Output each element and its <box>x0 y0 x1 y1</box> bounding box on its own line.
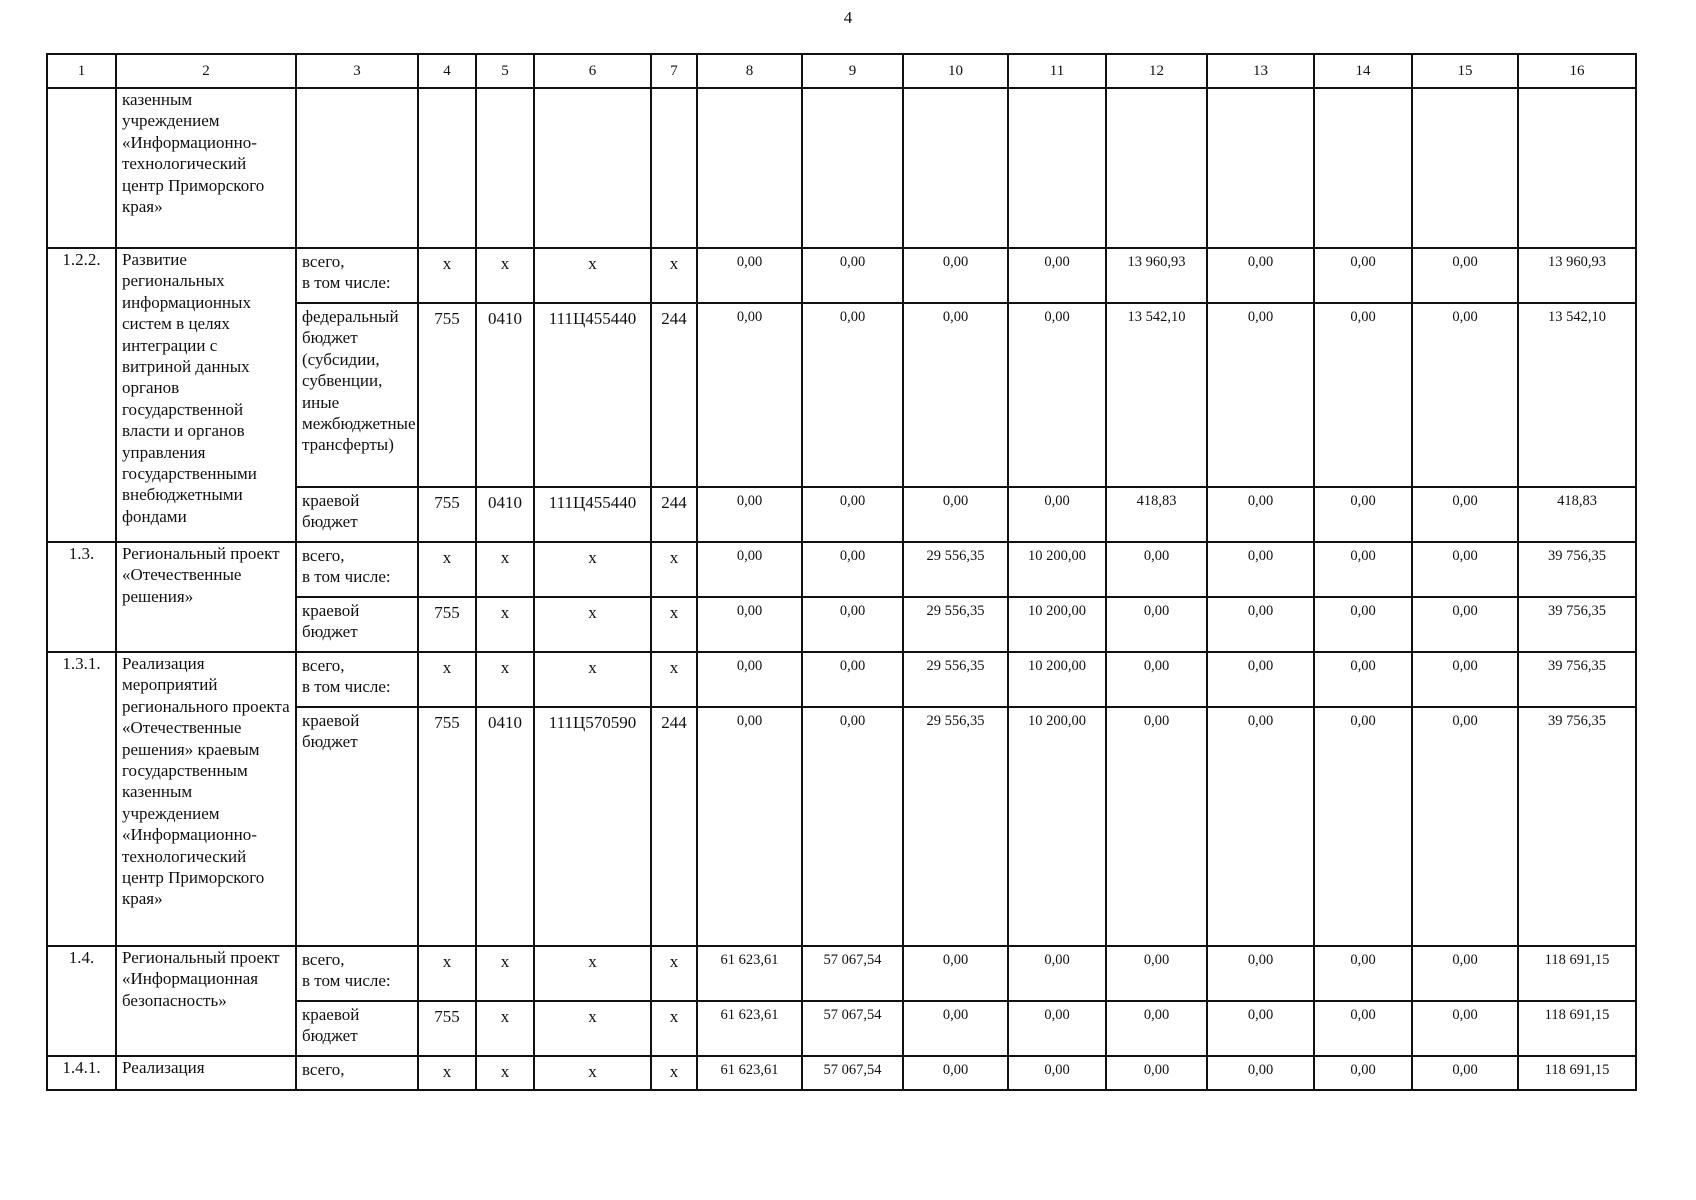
amount-cell: 0,00 <box>1207 487 1314 542</box>
column-header: 2 <box>116 54 296 88</box>
amount-cell: 0,00 <box>1314 946 1412 1001</box>
amount-cell: 61 623,61 <box>697 1056 802 1090</box>
amount-cell: 0,00 <box>1314 303 1412 487</box>
table-cell: х <box>418 652 476 707</box>
amount-cell: 0,00 <box>802 707 903 946</box>
table-cell: х <box>651 1056 697 1090</box>
table-cell: 755 <box>418 303 476 487</box>
amount-cell: 0,00 <box>903 303 1008 487</box>
amount-cell: 29 556,35 <box>903 707 1008 946</box>
amount-cell: 0,00 <box>1207 597 1314 652</box>
column-header: 12 <box>1106 54 1207 88</box>
amount-cell: 0,00 <box>802 487 903 542</box>
amount-cell: 0,00 <box>1008 1056 1106 1090</box>
amount-cell: 0,00 <box>802 652 903 707</box>
table-cell: 244 <box>651 487 697 542</box>
table-cell: х <box>534 652 651 707</box>
table-cell: х <box>476 1056 534 1090</box>
column-header: 3 <box>296 54 418 88</box>
amount-cell: 0,00 <box>1207 303 1314 487</box>
amount-cell: 13 542,10 <box>1518 303 1636 487</box>
column-header: 11 <box>1008 54 1106 88</box>
table-cell: 755 <box>418 487 476 542</box>
row-number-cell: 1.4.1. <box>47 1056 116 1090</box>
table-cell: х <box>418 1056 476 1090</box>
amount-cell: 0,00 <box>1314 652 1412 707</box>
item-name-cell: Развитие региональных информационных систем в целях интеграции с витриной данных органов государственной власти и органов управления государственными внебюджетными фондами <box>116 248 296 542</box>
table-row <box>47 88 1636 248</box>
funding-source-cell: краевой бюджет <box>296 1001 418 1056</box>
table-cell: х <box>651 542 697 597</box>
amount-cell: 0,00 <box>1207 1001 1314 1056</box>
table-cell <box>802 88 903 248</box>
table-cell: 111Ц570590 <box>534 707 651 946</box>
amount-cell: 0,00 <box>1106 652 1207 707</box>
amount-cell: 0,00 <box>1412 1056 1518 1090</box>
amount-cell: 0,00 <box>1008 303 1106 487</box>
amount-cell: 10 200,00 <box>1008 652 1106 707</box>
amount-cell: 10 200,00 <box>1008 542 1106 597</box>
amount-cell: 0,00 <box>1207 707 1314 946</box>
amount-cell: 61 623,61 <box>697 1001 802 1056</box>
amount-cell: 418,83 <box>1106 487 1207 542</box>
table-cell <box>296 88 418 248</box>
table-cell <box>1412 88 1518 248</box>
amount-cell: 13 542,10 <box>1106 303 1207 487</box>
amount-cell: 0,00 <box>697 487 802 542</box>
amount-cell: 0,00 <box>903 487 1008 542</box>
row-number-cell: 1.4. <box>47 946 116 1056</box>
funding-source-cell: федеральный бюджет (субсидии, субвенции, иные межбюджетные трансферты) <box>296 303 418 487</box>
amount-cell: 29 556,35 <box>903 542 1008 597</box>
amount-cell: 57 067,54 <box>802 1056 903 1090</box>
amount-cell: 39 756,35 <box>1518 707 1636 946</box>
amount-cell: 0,00 <box>1008 946 1106 1001</box>
table-cell <box>1518 88 1636 248</box>
column-header: 7 <box>651 54 697 88</box>
amount-cell: 29 556,35 <box>903 597 1008 652</box>
row-number-cell: 1.3.1. <box>47 652 116 946</box>
table-cell: х <box>476 946 534 1001</box>
budget-table <box>46 53 1637 1091</box>
amount-cell: 0,00 <box>697 303 802 487</box>
row-number-cell: 1.3. <box>47 542 116 652</box>
amount-cell: 0,00 <box>1106 542 1207 597</box>
row-number-cell: 1.2.2. <box>47 248 116 542</box>
amount-cell: 418,83 <box>1518 487 1636 542</box>
table-cell: х <box>418 946 476 1001</box>
amount-cell: 0,00 <box>802 597 903 652</box>
table-cell: х <box>534 1001 651 1056</box>
column-header: 13 <box>1207 54 1314 88</box>
amount-cell: 13 960,93 <box>1518 248 1636 303</box>
amount-cell: 0,00 <box>903 1056 1008 1090</box>
item-name-cell: Региональный проект «Информационная безопасность» <box>116 946 296 1056</box>
amount-cell: 0,00 <box>1106 1001 1207 1056</box>
amount-cell: 0,00 <box>903 946 1008 1001</box>
amount-cell: 0,00 <box>697 597 802 652</box>
table-cell: 0410 <box>476 303 534 487</box>
table-cell <box>476 88 534 248</box>
amount-cell: 0,00 <box>1412 303 1518 487</box>
table-cell <box>1106 88 1207 248</box>
amount-cell: 10 200,00 <box>1008 597 1106 652</box>
amount-cell: 0,00 <box>1106 1056 1207 1090</box>
item-name-cell: Реализация <box>116 1056 296 1090</box>
table-cell: х <box>534 1056 651 1090</box>
table-cell: х <box>534 248 651 303</box>
amount-cell: 0,00 <box>1412 652 1518 707</box>
table-cell: х <box>418 542 476 597</box>
table-row <box>47 946 1636 1001</box>
amount-cell: 0,00 <box>802 248 903 303</box>
funding-source-cell: краевой бюджет <box>296 707 418 946</box>
amount-cell: 0,00 <box>1412 542 1518 597</box>
amount-cell: 0,00 <box>1412 597 1518 652</box>
amount-cell: 0,00 <box>802 542 903 597</box>
amount-cell: 0,00 <box>1412 1001 1518 1056</box>
table-cell <box>903 88 1008 248</box>
amount-cell: 10 200,00 <box>1008 707 1106 946</box>
amount-cell: 0,00 <box>903 1001 1008 1056</box>
table-cell: 111Ц455440 <box>534 487 651 542</box>
table-cell: 244 <box>651 303 697 487</box>
table-cell: х <box>418 248 476 303</box>
amount-cell: 39 756,35 <box>1518 597 1636 652</box>
table-row <box>47 652 1636 707</box>
table-cell: х <box>651 946 697 1001</box>
table-cell: 111Ц455440 <box>534 303 651 487</box>
column-header: 9 <box>802 54 903 88</box>
amount-cell: 61 623,61 <box>697 946 802 1001</box>
column-header: 1 <box>47 54 116 88</box>
column-header: 15 <box>1412 54 1518 88</box>
funding-source-cell: краевой бюджет <box>296 487 418 542</box>
amount-cell: 0,00 <box>1314 707 1412 946</box>
amount-cell: 0,00 <box>1412 487 1518 542</box>
amount-cell: 0,00 <box>1207 1056 1314 1090</box>
amount-cell: 0,00 <box>1412 248 1518 303</box>
amount-cell: 0,00 <box>802 303 903 487</box>
table-cell: х <box>534 542 651 597</box>
amount-cell: 0,00 <box>697 542 802 597</box>
table-cell: 0410 <box>476 707 534 946</box>
row-number-cell <box>47 88 116 248</box>
amount-cell: 0,00 <box>1314 1056 1412 1090</box>
amount-cell: 13 960,93 <box>1106 248 1207 303</box>
table-cell <box>697 88 802 248</box>
amount-cell: 39 756,35 <box>1518 542 1636 597</box>
amount-cell: 0,00 <box>1008 248 1106 303</box>
table-cell <box>1008 88 1106 248</box>
funding-source-cell: всего, в том числе: <box>296 248 418 303</box>
funding-source-cell: всего, в том числе: <box>296 946 418 1001</box>
amount-cell: 0,00 <box>1106 946 1207 1001</box>
table-cell: х <box>476 1001 534 1056</box>
table-cell: х <box>651 597 697 652</box>
table-cell: 755 <box>418 1001 476 1056</box>
funding-source-cell: краевой бюджет <box>296 597 418 652</box>
table-cell <box>1314 88 1412 248</box>
amount-cell: 118 691,15 <box>1518 946 1636 1001</box>
table-cell: х <box>534 597 651 652</box>
amount-cell: 0,00 <box>697 248 802 303</box>
table-cell <box>418 88 476 248</box>
table-cell: х <box>476 542 534 597</box>
column-header: 6 <box>534 54 651 88</box>
amount-cell: 0,00 <box>1106 707 1207 946</box>
funding-source-cell: всего, <box>296 1056 418 1090</box>
amount-cell: 0,00 <box>1314 487 1412 542</box>
amount-cell: 0,00 <box>1314 1001 1412 1056</box>
table-row <box>47 1056 1636 1090</box>
table-cell: 755 <box>418 707 476 946</box>
amount-cell: 0,00 <box>1314 248 1412 303</box>
table-cell: 244 <box>651 707 697 946</box>
amount-cell: 0,00 <box>903 248 1008 303</box>
amount-cell: 0,00 <box>697 652 802 707</box>
amount-cell: 0,00 <box>1106 597 1207 652</box>
amount-cell: 0,00 <box>697 707 802 946</box>
funding-source-cell: всего, в том числе: <box>296 542 418 597</box>
table-cell <box>1207 88 1314 248</box>
column-header: 10 <box>903 54 1008 88</box>
amount-cell: 0,00 <box>1207 652 1314 707</box>
column-header-row <box>47 54 1636 88</box>
table-cell: 0410 <box>476 487 534 542</box>
amount-cell: 57 067,54 <box>802 1001 903 1056</box>
table-cell <box>651 88 697 248</box>
amount-cell: 118 691,15 <box>1518 1056 1636 1090</box>
table-cell: х <box>476 652 534 707</box>
table-cell: х <box>651 1001 697 1056</box>
amount-cell: 0,00 <box>1314 542 1412 597</box>
column-header: 16 <box>1518 54 1636 88</box>
table-cell: х <box>651 248 697 303</box>
table-cell <box>534 88 651 248</box>
item-name-cell: Реализация мероприятий регионального проекта «Отечественные решения» краевым государственным казенным учреждением «Информационно-технологический центр Приморского края» <box>116 652 296 946</box>
table-cell: 755 <box>418 597 476 652</box>
amount-cell: 0,00 <box>1207 542 1314 597</box>
amount-cell: 29 556,35 <box>903 652 1008 707</box>
table-cell: х <box>534 946 651 1001</box>
amount-cell: 0,00 <box>1008 487 1106 542</box>
amount-cell: 0,00 <box>1412 946 1518 1001</box>
table-cell: х <box>476 597 534 652</box>
item-name-cell: казенным учреждением «Информационно-технологический центр Приморского края» <box>116 88 296 248</box>
amount-cell: 57 067,54 <box>802 946 903 1001</box>
page-number: 4 <box>843 8 853 27</box>
amount-cell: 0,00 <box>1008 1001 1106 1056</box>
table-cell: х <box>476 248 534 303</box>
table-row <box>47 542 1636 597</box>
column-header: 4 <box>418 54 476 88</box>
amount-cell: 0,00 <box>1207 946 1314 1001</box>
column-header: 5 <box>476 54 534 88</box>
table-row <box>47 248 1636 303</box>
column-header: 14 <box>1314 54 1412 88</box>
amount-cell: 39 756,35 <box>1518 652 1636 707</box>
amount-cell: 118 691,15 <box>1518 1001 1636 1056</box>
amount-cell: 0,00 <box>1314 597 1412 652</box>
amount-cell: 0,00 <box>1412 707 1518 946</box>
amount-cell: 0,00 <box>1207 248 1314 303</box>
table-cell: х <box>651 652 697 707</box>
column-header: 8 <box>697 54 802 88</box>
funding-source-cell: всего, в том числе: <box>296 652 418 707</box>
item-name-cell: Региональный проект «Отечественные решения» <box>116 542 296 652</box>
